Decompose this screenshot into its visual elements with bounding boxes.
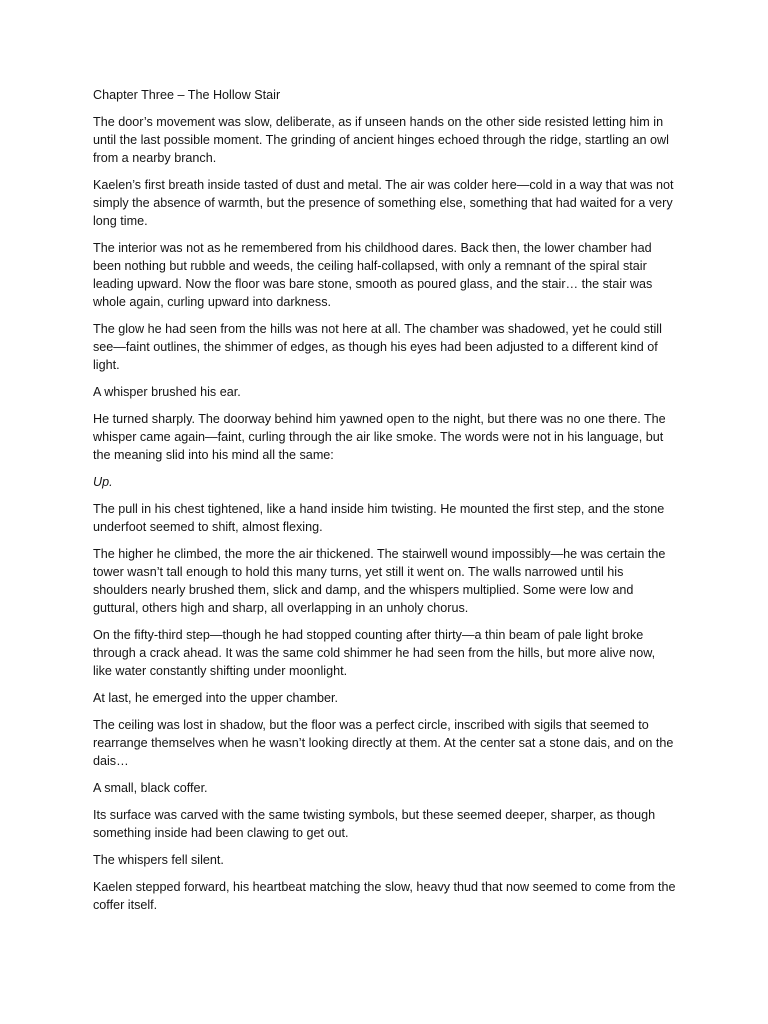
paragraph-step-forward: Kaelen stepped forward, his heartbeat matching the slow, heavy thud that now seemed to come from the coffer itself. <box>93 880 676 912</box>
paragraph-whisper: A whisper brushed his ear. <box>93 385 241 399</box>
paragraph-door: The door’s movement was slow, deliberate, as if unseen hands on the other side resisted letting him in until the last possible moment. The grinding of ancient hinges echoed through the ridge, startling an owl from a nearby branch. <box>93 115 669 165</box>
paragraph-turned: He turned sharply. The doorway behind him yawned open to the night, but there was no one there. The whisper came again—faint, curling through the air like smoke. The words were not in his language, but the meaning slid into his mind all the same: <box>93 412 666 462</box>
paragraph-up: Up. <box>93 475 113 489</box>
document-page <box>93 86 677 923</box>
paragraph-interior: The interior was not as he remembered from his childhood dares. Back then, the lower chamber had been nothing but rubble and weeds, the ceiling half-collapsed, with only a remnant of the spiral stair leading upward. Now the floor was bare stone, smooth as poured glass, and the stair… the stair was whole again, curling upward into darkness. <box>93 241 653 309</box>
paragraph-climb: The higher he climbed, the more the air thickened. The stairwell wound impossibly—he was certain the tower wasn’t tall enough to hold this many turns, yet still it went on. The walls narrowed until his shoulders nearly brushed them, slick and damp, and the whispers multiplied. Some were low and guttural, others high and sharp, all overlapping in an unholy chorus. <box>93 547 666 615</box>
paragraph-glow: The glow he had seen from the hills was not here at all. The chamber was shadowed, yet he could still see—faint outlines, the shimmer of edges, as though his eyes had been adjusted to a different kind of light. <box>93 322 662 372</box>
paragraph-surface: Its surface was carved with the same twisting symbols, but these seemed deeper, sharper, as though something inside had been clawing to get out. <box>93 808 656 840</box>
paragraph-pull: The pull in his chest tightened, like a hand inside him twisting. He mounted the first step, and the stone underfoot seemed to shift, almost flexing. <box>93 502 665 534</box>
paragraph-ceiling: The ceiling was lost in shadow, but the floor was a perfect circle, inscribed with sigils that seemed to rearrange themselves when he wasn’t looking directly at them. At the center sat a stone dais, and on the dais… <box>93 718 674 768</box>
paragraph-coffer: A small, black coffer. <box>93 781 208 795</box>
paragraph-first-breath: Kaelen’s first breath inside tasted of dust and metal. The air was colder here—cold in a way that was not simply the absence of warmth, but the presence of something else, something that had waited for a very long time. <box>93 178 674 228</box>
paragraph-fifty-third-step: On the fifty-third step—though he had stopped counting after thirty—a thin beam of pale light broke through a crack ahead. It was the same cold shimmer he had seen from the hills, but more alive now, like water constantly shifting under moonlight. <box>93 628 656 678</box>
chapter-title: Chapter Three – The Hollow Stair <box>93 88 281 102</box>
paragraph-upper-chamber: At last, he emerged into the upper chamber. <box>93 691 339 705</box>
paragraph-silent: The whispers fell silent. <box>93 853 224 867</box>
